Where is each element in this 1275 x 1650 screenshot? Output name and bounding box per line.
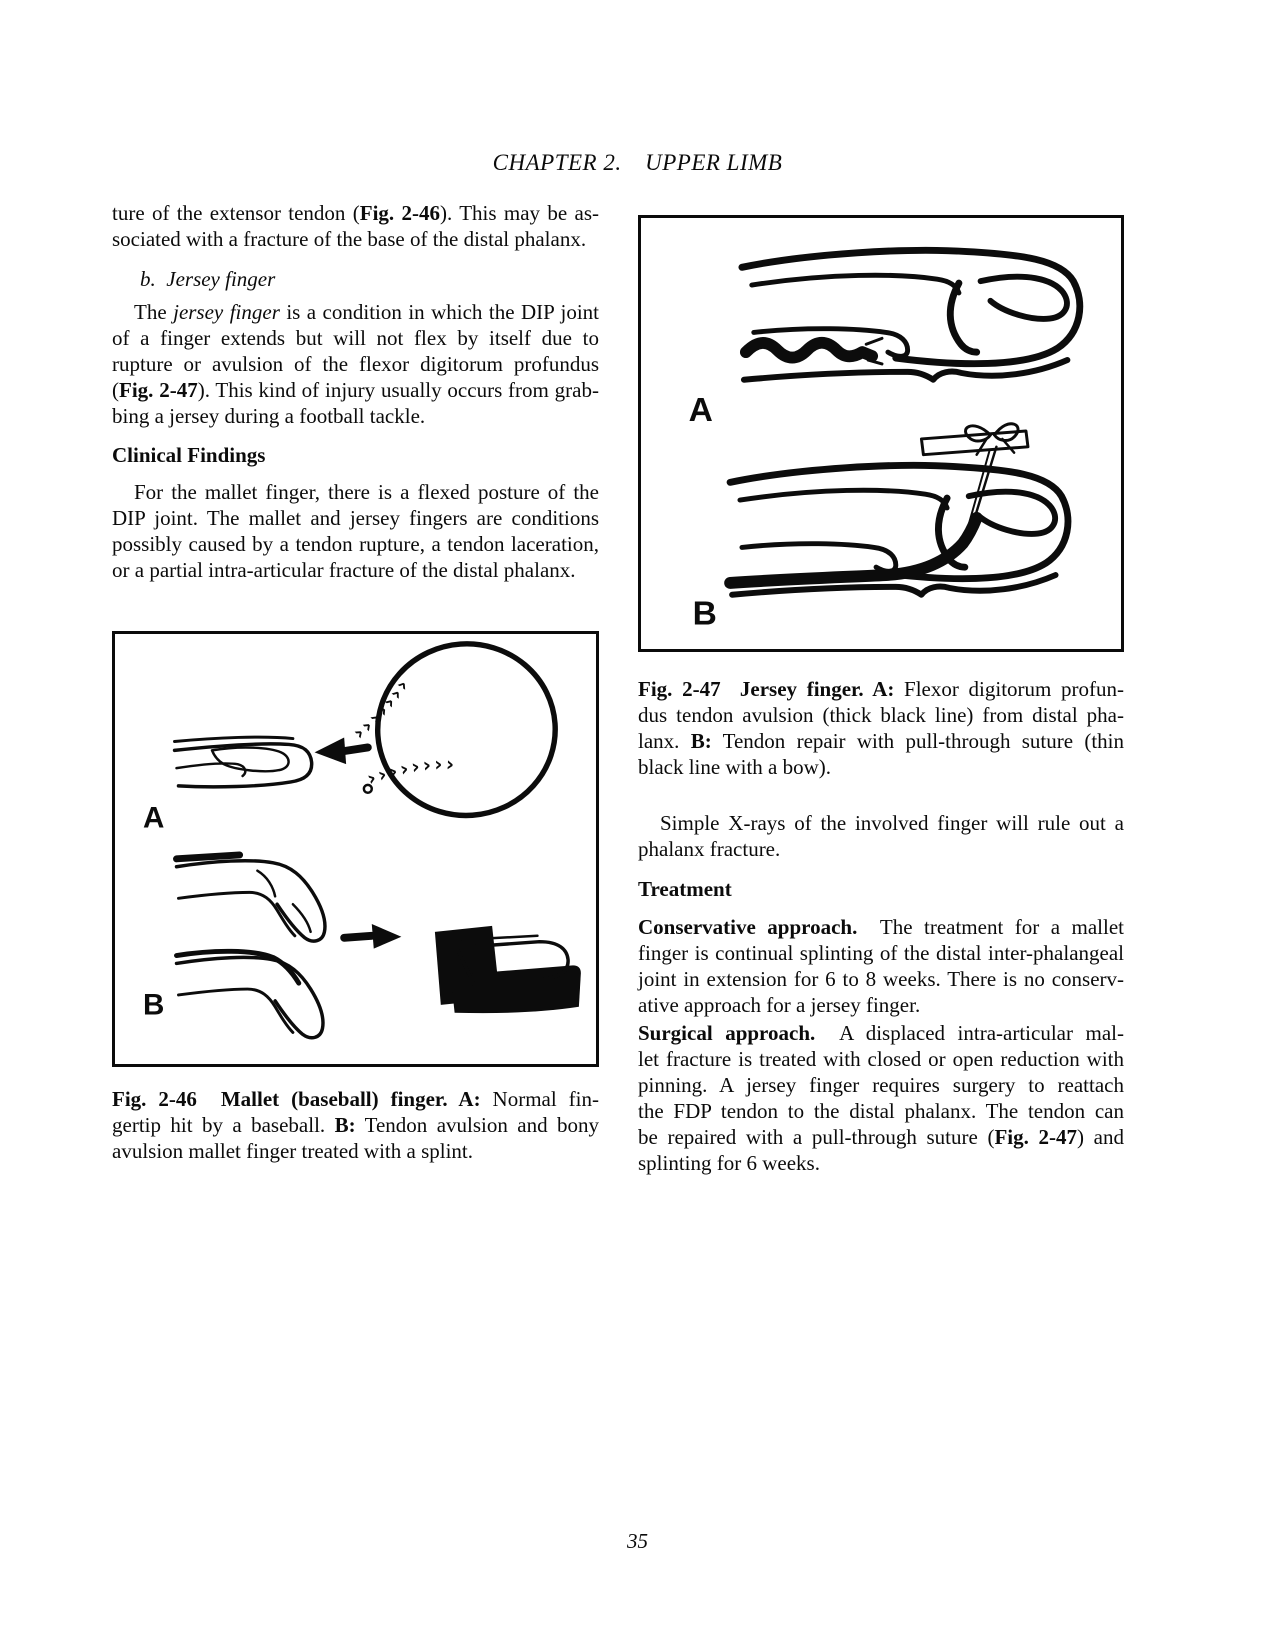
running-header: CHAPTER 2. UPPER LIMB (492, 150, 783, 175)
baseball-seam-stitches: ›››››››› (363, 752, 458, 791)
fingertip-normal-drawing (175, 737, 312, 787)
page-number: 35 (627, 1529, 648, 1553)
figure-2-46-box (112, 631, 599, 1067)
jersey-finger-repair-drawing (730, 424, 1068, 595)
paragraph-jersey-finger: The jersey finger is a condition in which the DIP joint of a finger extends but will not flex by itself due to rupture or avulsion of the flexor digitorum profundus (Fig. 2-47). This kind of injury usually occurs from grab- bing a jersey during a football tackle. (112, 300, 599, 428)
arrow-right-icon (344, 924, 401, 949)
paragraph-extensor-tendon: ture of the extensor tendon (Fig. 2-46). This may be as- sociated with a fracture of the base of the distal phalanx. (112, 201, 600, 251)
fig47-label-a: A (688, 392, 713, 430)
subheading-jersey-finger: b. Jersey finger (140, 267, 276, 291)
paragraph-conservative-approach: Conservative approach. The treatment for a mallet finger is continual splinting of the distal inter-phalangeal joint in extension for 6 to 8 weeks. There is no conserv- ative approach for a jersey finger. (638, 915, 1124, 1017)
mallet-finger-avulsion-drawing (176, 855, 324, 941)
fig46-label-a: A (142, 801, 165, 835)
paragraph-clinical-findings: For the mallet finger, there is a flexed posture of the DIP joint. The mallet and jersey fingers are conditions possibly caused by a tendon rupture, a tendon laceration, or a partial intra-articular fracture of the distal phalanx. (112, 480, 599, 582)
paragraph-surgical-approach: Surgical approach. A displaced intra-articular mal- let fracture is treated with closed or open reduction with pinning. A jersey finger requires surgery to reattach the FDP tendon to the distal phalanx. The tendon can be repaired with a pull-through suture (Fig. 2-47) and splinting for 6 weeks. (638, 1021, 1124, 1175)
fig46-label-b: B (142, 988, 165, 1022)
baseball-seam-stitches: ››››››› (348, 672, 416, 745)
mallet-finger-bony-avulsion-drawing (176, 951, 322, 1037)
jersey-finger-avulsion-drawing (742, 250, 1080, 379)
fig47-label-b: B (692, 595, 717, 633)
figure-2-47-caption: Fig. 2-47 Jersey finger. A: Flexor digitorum profun- dus tendon avulsion (thick black line) from distal pha- lanx. B: Tendon repair with pull-through suture (thin black line with a bow). (638, 677, 1125, 779)
figure-2-46-illustration (115, 634, 596, 1064)
heading-treatment: Treatment (638, 877, 732, 901)
figure-2-46-caption: Fig. 2-46 Mallet (baseball) finger. A: Normal fin- gertip hit by a baseball. B: Tendon avulsion and bony avulsion mallet finger treated with a splint. (112, 1087, 599, 1163)
paragraph-xray: Simple X-rays of the involved finger will rule out a phalanx fracture. (638, 811, 1124, 861)
figure-2-47-illustration (641, 218, 1121, 649)
baseball-drawing (348, 638, 561, 822)
heading-clinical-findings: Clinical Findings (112, 443, 266, 467)
arrow-left-icon (315, 738, 368, 765)
splinted-finger-drawing (435, 926, 581, 1013)
figure-2-47-box (638, 215, 1124, 652)
